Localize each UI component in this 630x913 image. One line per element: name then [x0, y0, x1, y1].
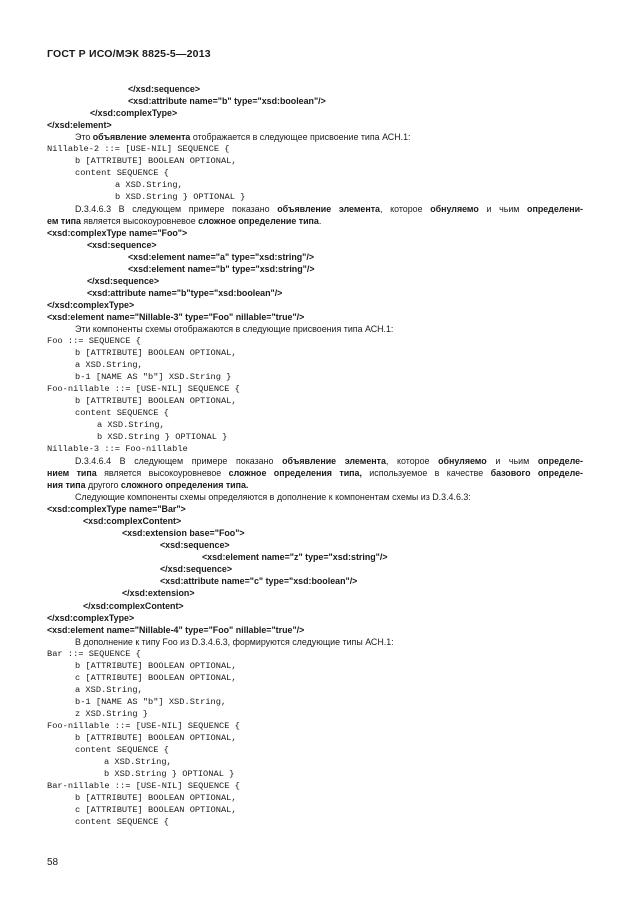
- xsd-code-line: <xsd:element name="z" type="xsd:string"/>: [202, 552, 388, 563]
- xsd-code-line: </xsd:element>: [47, 119, 112, 130]
- text-segment: отображается в следующее присвоение типа АСН.1:: [190, 131, 411, 142]
- asn1-code-line: Nillable-2 ::= [USE-NIL] SEQUENCE {: [47, 143, 230, 154]
- text-segment: В дополнение к типу Foo из D.3.4.6.3, формируются следующие типы АСН.1:: [75, 636, 394, 647]
- asn1-code-line: b [ATTRIBUTE] BOOLEAN OPTIONAL,: [75, 396, 237, 407]
- text-line: [75, 324, 393, 334]
- asn1-code-line: b [ATTRIBUTE] BOOLEAN OPTIONAL,: [75, 348, 237, 358]
- text-segment: является высокоуровневое: [96, 468, 229, 479]
- bold-term: объявление элемента: [282, 456, 386, 467]
- asn1-code-line: Foo-nillable ::= [USE-NIL] SEQUENCE {: [47, 720, 240, 731]
- bold-term: определе-: [537, 456, 583, 467]
- asn1-code-line: a XSD.String,: [97, 420, 165, 431]
- xsd-code-line: <xsd:attribute name="c" type="xsd:boolean"/>: [160, 576, 358, 587]
- asn1-code-line: c [ATTRIBUTE] BOOLEAN OPTIONAL,: [75, 672, 237, 683]
- xsd-code-line: </xsd:complexType>: [47, 300, 135, 310]
- bold-term: объявление элемента: [277, 203, 380, 214]
- xsd-code-line: <xsd:complexContent>: [83, 516, 182, 527]
- asn1-code-line: a XSD.String,: [75, 360, 143, 371]
- text-segment: , которое: [380, 203, 431, 214]
- text-segment: D.3.4.6.4 В следующем примере показано: [75, 456, 283, 467]
- xsd-code-line: <xsd:extension base="Foo">: [122, 528, 245, 539]
- text-line: [47, 468, 583, 478]
- text-line: [75, 492, 471, 502]
- xsd-code-line: <xsd:attribute name="b"type="xsd:boolean"/>: [87, 287, 283, 298]
- asn1-code-line: b XSD.String } OPTIONAL }: [115, 191, 246, 202]
- bold-term: ния типа: [47, 480, 86, 491]
- asn1-code-line: b [ATTRIBUTE] BOOLEAN OPTIONAL,: [75, 660, 237, 671]
- bold-term: сложное определение типа: [198, 215, 319, 226]
- bold-term: объявление элемента: [92, 131, 191, 142]
- xsd-code-line: <xsd:sequence>: [87, 239, 157, 250]
- asn1-code-line: b-1 [NAME AS "b"] XSD.String }: [75, 372, 232, 383]
- text-segment: и чьим: [486, 456, 538, 467]
- xsd-code-line: <xsd:element name="a" type="xsd:string"/>: [128, 251, 315, 262]
- text-segment: Следующие компоненты схемы определяются в дополнение к компонентам схемы из D.3.4.6.3:: [75, 492, 471, 503]
- text-line: [75, 204, 583, 214]
- xsd-code-line: <xsd:complexType name="Foo">: [47, 227, 188, 238]
- asn1-code-line: Foo ::= SEQUENCE {: [47, 336, 141, 346]
- xsd-code-line: <xsd:element name="Nillable-4" type="Foo" nillable="true"/>: [47, 624, 305, 635]
- bold-term: ем типа: [47, 215, 81, 226]
- asn1-code-line: b XSD.String } OPTIONAL }: [97, 432, 228, 443]
- text-segment: другого: [85, 480, 121, 491]
- text-line: [47, 480, 248, 490]
- asn1-code-line: z XSD.String }: [75, 708, 148, 719]
- asn1-code-line: content SEQUENCE {: [75, 408, 169, 419]
- asn1-code-line: content SEQUENCE {: [75, 167, 169, 178]
- asn1-code-line: a XSD.String,: [75, 684, 143, 695]
- asn1-code-line: b XSD.String } OPTIONAL }: [104, 768, 235, 779]
- bold-term: нием типа: [47, 468, 97, 479]
- text-line: [47, 216, 321, 226]
- text-line: [75, 637, 394, 647]
- asn1-code-line: Bar-nillable ::= [USE-NIL] SEQUENCE {: [47, 780, 240, 791]
- bold-term: определени-: [527, 203, 583, 214]
- text-segment: D.3.4.6.3 В следующем примере показано: [75, 203, 278, 214]
- xsd-code-line: </xsd:sequence>: [160, 564, 233, 575]
- asn1-code-line: b-1 [NAME AS "b"] XSD.String,: [75, 696, 227, 707]
- asn1-code-line: b [ATTRIBUTE] BOOLEAN OPTIONAL,: [75, 732, 237, 743]
- asn1-code-line: content SEQUENCE {: [75, 816, 169, 827]
- xsd-code-line: <xsd:element name="b" type="xsd:string"/>: [128, 263, 315, 274]
- text-segment: Эти компоненты схемы отображаются в следующие присвоения типа АСН.1:: [75, 324, 394, 334]
- xsd-code-line: <xsd:attribute name="b" type="xsd:boolean"/>: [128, 95, 326, 106]
- text-segment: является высокоуровневое: [80, 215, 199, 226]
- xsd-code-line: </xsd:sequence>: [87, 275, 160, 286]
- text-segment: и чьим: [478, 203, 528, 214]
- xsd-code-line: </xsd:extension>: [122, 588, 195, 599]
- xsd-code-line: </xsd:sequence>: [128, 83, 201, 94]
- xsd-code-line: <xsd:element name="Nillable-3" type="Foo" nillable="true"/>: [47, 312, 305, 322]
- asn1-code-line: a XSD.String,: [104, 756, 172, 767]
- text-segment: Это: [75, 131, 93, 142]
- bold-term: сложного определения типа.: [120, 480, 249, 491]
- text-segment: используемое в качестве: [361, 468, 491, 479]
- asn1-code-line: b [ATTRIBUTE] BOOLEAN OPTIONAL,: [75, 792, 237, 803]
- xsd-code-line: </xsd:complexType>: [47, 612, 135, 623]
- bold-term: базового определе-: [490, 468, 583, 479]
- asn1-code-line: c [ATTRIBUTE] BOOLEAN OPTIONAL,: [75, 804, 237, 815]
- asn1-code-line: b [ATTRIBUTE] BOOLEAN OPTIONAL,: [75, 155, 237, 166]
- asn1-code-line: content SEQUENCE {: [75, 744, 169, 755]
- asn1-code-line: a XSD.String,: [115, 179, 183, 190]
- text-line: [75, 456, 583, 466]
- page-number: 58: [47, 857, 59, 868]
- asn1-code-line: Foo-nillable ::= [USE-NIL] SEQUENCE {: [47, 384, 240, 395]
- asn1-code-line: Nillable-3 ::= Foo-nillable: [47, 444, 188, 455]
- bold-term: обнуляемо: [438, 456, 487, 467]
- bold-term: обнуляемо: [430, 203, 479, 214]
- page-header: ГОСТ Р ИСО/МЭК 8825-5—2013: [47, 48, 211, 60]
- text-line: [75, 132, 411, 142]
- asn1-code-line: Bar ::= SEQUENCE {: [47, 648, 141, 659]
- xsd-code-line: </xsd:complexType>: [90, 107, 178, 118]
- xsd-code-line: <xsd:complexType name="Bar">: [47, 504, 186, 515]
- xsd-code-line: <xsd:sequence>: [160, 540, 230, 551]
- bold-term: сложное определения типа,: [228, 468, 362, 479]
- xsd-code-line: </xsd:complexContent>: [83, 600, 184, 611]
- text-segment: , которое: [385, 456, 439, 467]
- text-segment: .: [318, 215, 322, 226]
